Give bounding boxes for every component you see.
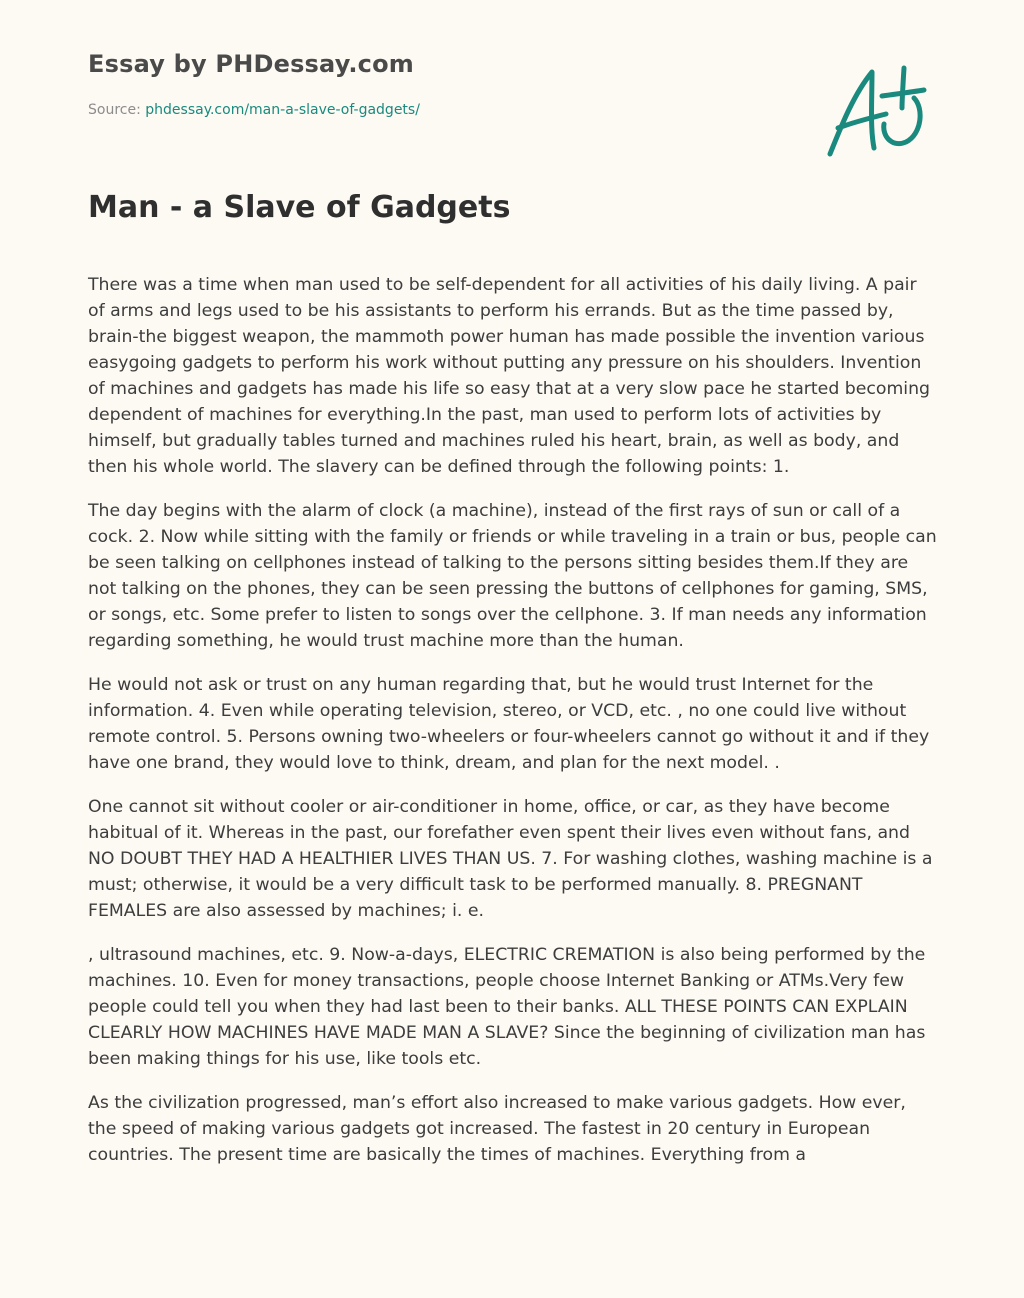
a-plus-grade-icon xyxy=(820,62,930,162)
essay-paragraph: There was a time when man used to be self-dependent for all activities of his daily living. A pair of arms and legs used to be his assistants to perform his errands. But as the time passed by, brain-the biggest weapon, the mammoth power human has made possible the invention various easygoing gadgets to perform his work without putting any pressure on his shoulders. Invention of machines and gadgets has made his life so easy that at a very slow pace he started becoming dependent of machines for everything.In the past, man used to perform lots of activities by himself, but gradually tables turned and machines ruled his heart, brain, as well as body, and then his whole world. The slavery can be defined through the following points: 1. xyxy=(88,275,931,477)
essay-body xyxy=(88,272,938,1186)
essay-paragraph: As the civilization progressed, man’s effort also increased to make various gadgets. How ever, the speed of making various gadgets got increased. The fastest in 20 century in European countries. The present time are basically the times of machines. Everything from a xyxy=(88,1093,906,1165)
source-label: Source: xyxy=(88,102,141,118)
source-link[interactable]: phdessay.com/man-a-slave-of-gadgets/ xyxy=(145,102,420,118)
essay-paragraph: One cannot sit without cooler or air-conditioner in home, office, or car, as they have become habitual of it. Whereas in the past, our forefather even spent their lives even without fans, and NO DOUBT THEY HAD A HEALTHIER LIVES THAN US. 7. For washing clothes, washing machine is a must; otherwise, it would be a very difficult task to be performed manually. 8. PREGNANT FEMALES are also assessed by machines; i. e. xyxy=(88,797,933,921)
essay-paragraph: , ultrasound machines, etc. 9. Now-a-days, ELECTRIC CREMATION is also being performed by the machines. 10. Even for money transactions, people choose Internet Banking or ATMs.Very few people could tell you when they had last been to their banks. ALL THESE POINTS CAN EXPLAIN CLEARLY HOW MACHINES HAVE MADE MAN A SLAVE? Since the beginning of civilization man has been making things for his use, like tools etc. xyxy=(88,945,926,1069)
essay-title: Man - a Slave of Gadgets xyxy=(88,190,511,225)
essay-paragraph: The day begins with the alarm of clock (a machine), instead of the first rays of sun or call of a cock. 2. Now while sitting with the family or friends or while traveling in a train or bus, people can be seen talking on cellphones instead of talking to the persons sitting besides them.If they are not talking on the phones, they can be seen pressing the buttons of cellphones for gaming, SMS, or songs, etc. Some prefer to listen to songs over the cellphone. 3. If man needs any information regarding something, he would trust machine more than the human. xyxy=(88,501,937,651)
source-line xyxy=(88,102,420,118)
essay-paragraph: He would not ask or trust on any human regarding that, but he would trust Internet for the information. 4. Even while operating television, stereo, or VCD, etc. , no one could live without remote control. 5. Persons owning two-wheelers or four-wheelers cannot go without it and if they have one brand, they would love to think, dream, and plan for the next model. . xyxy=(88,675,930,773)
site-title: Essay by PHDessay.com xyxy=(88,50,414,78)
